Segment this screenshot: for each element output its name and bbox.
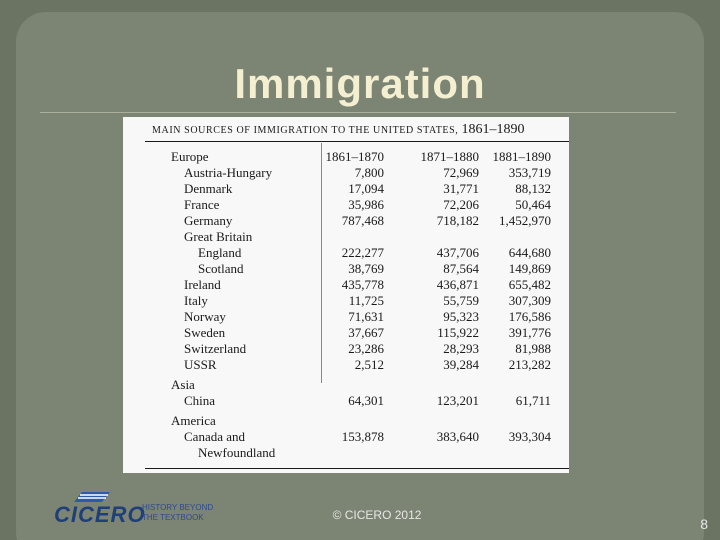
cell-v3: 81,988 [515,341,551,356]
row-label: Sweden [184,325,226,340]
immigration-table [123,117,569,473]
cell-v1: 23,286 [348,341,384,356]
cell-v1: 1861–1870 [325,149,384,164]
cell-v1: 64,301 [348,393,384,408]
table-row [123,429,569,445]
cell-v1: 71,631 [348,309,384,324]
table-row [123,165,569,181]
table-row [123,245,569,261]
table-row [123,341,569,357]
cell-v3: 644,680 [508,245,551,260]
row-label: China [184,393,216,408]
cell-v3: 149,869 [508,261,551,276]
cell-v2: 718,182 [436,213,479,228]
table-row [123,377,569,393]
cell-v1: 17,094 [348,181,384,196]
cell-v2: 115,922 [437,325,479,340]
table-row [123,293,569,309]
row-label: Germany [184,213,233,228]
table-top-rule [145,141,569,142]
cell-v2: 39,284 [443,357,479,372]
cell-v1: 222,277 [341,245,384,260]
cell-v2: 436,871 [436,277,479,292]
table-row [123,181,569,197]
row-label: England [198,245,242,260]
row-label: Ireland [184,277,221,292]
table-title [152,122,525,138]
cell-v3: 393,304 [508,429,551,444]
cell-v1: 35,986 [348,197,384,212]
cell-v3: 307,309 [508,293,551,308]
table-row [123,261,569,277]
cell-v1: 787,468 [341,213,384,228]
cell-v2: 72,969 [443,165,479,180]
row-label: Norway [184,309,226,324]
table-row [123,413,569,429]
cell-v3: 391,776 [508,325,551,340]
cell-v1: 38,769 [348,261,384,276]
cell-v3: 353,719 [508,165,551,180]
table-row [123,229,569,245]
cell-v2: 1871–1880 [420,149,479,164]
table-row [123,197,569,213]
row-label: Newfoundland [198,445,276,460]
cell-v3: 88,132 [515,181,551,196]
cell-v3: 176,586 [508,309,551,324]
cell-v2: 28,293 [443,341,479,356]
table-row [123,309,569,325]
table-row [123,445,569,461]
row-label: USSR [184,357,217,372]
cell-v2: 87,564 [443,261,479,276]
row-label: America [171,413,216,428]
row-label: France [184,197,220,212]
logo-wordmark: CICERO [54,502,146,527]
cell-v3: 61,711 [515,393,551,408]
table-bottom-rule [145,468,569,469]
table-title-years: 1861–1890 [461,122,525,137]
table-row [123,213,569,229]
cell-v2: 437,706 [436,245,479,260]
copyright-notice: © CICERO 2012 [332,508,422,522]
table-row [123,357,569,373]
table-row [123,325,569,341]
row-label: Austria-Hungary [184,165,273,180]
row-label: Asia [171,377,195,392]
slide-title: Immigration [234,60,486,107]
page-number: 8 [700,516,708,532]
table-row [123,149,569,165]
row-label: Switzerland [184,341,247,356]
table-row [123,277,569,293]
row-label: Great Britain [184,229,253,244]
row-label: Scotland [198,261,244,276]
cell-v2: 383,640 [436,429,479,444]
cell-v3: 1,452,970 [499,213,551,228]
table-row [123,393,569,409]
cell-v2: 123,201 [436,393,479,408]
cell-v1: 435,778 [341,277,384,292]
cell-v2: 72,206 [443,197,479,212]
row-label: Canada and [184,429,246,444]
cell-v3: 655,482 [508,277,551,292]
cell-v3: 213,282 [508,357,551,372]
cell-v1: 7,800 [354,165,384,180]
cell-v2: 95,323 [443,309,479,324]
cell-v1: 37,667 [348,325,384,340]
title-divider [40,112,676,113]
row-label: Italy [184,293,208,308]
cell-v3: 1881–1890 [492,149,551,164]
cell-v1: 2,512 [354,357,384,372]
logo-tagline-line1: HISTORY BEYOND [142,503,214,512]
row-label: Denmark [184,181,233,196]
cell-v2: 55,759 [443,293,479,308]
cell-v3: 50,464 [515,197,551,212]
cell-v1: 153,878 [341,429,384,444]
row-label: Europe [171,149,209,164]
cell-v1: 11,725 [348,293,384,308]
table-title-text: MAIN SOURCES OF IMMIGRATION TO THE UNITED STATES, [152,125,459,136]
logo-tagline-line2: THE TEXTBOOK [142,513,204,522]
cell-v2: 31,771 [443,181,479,196]
